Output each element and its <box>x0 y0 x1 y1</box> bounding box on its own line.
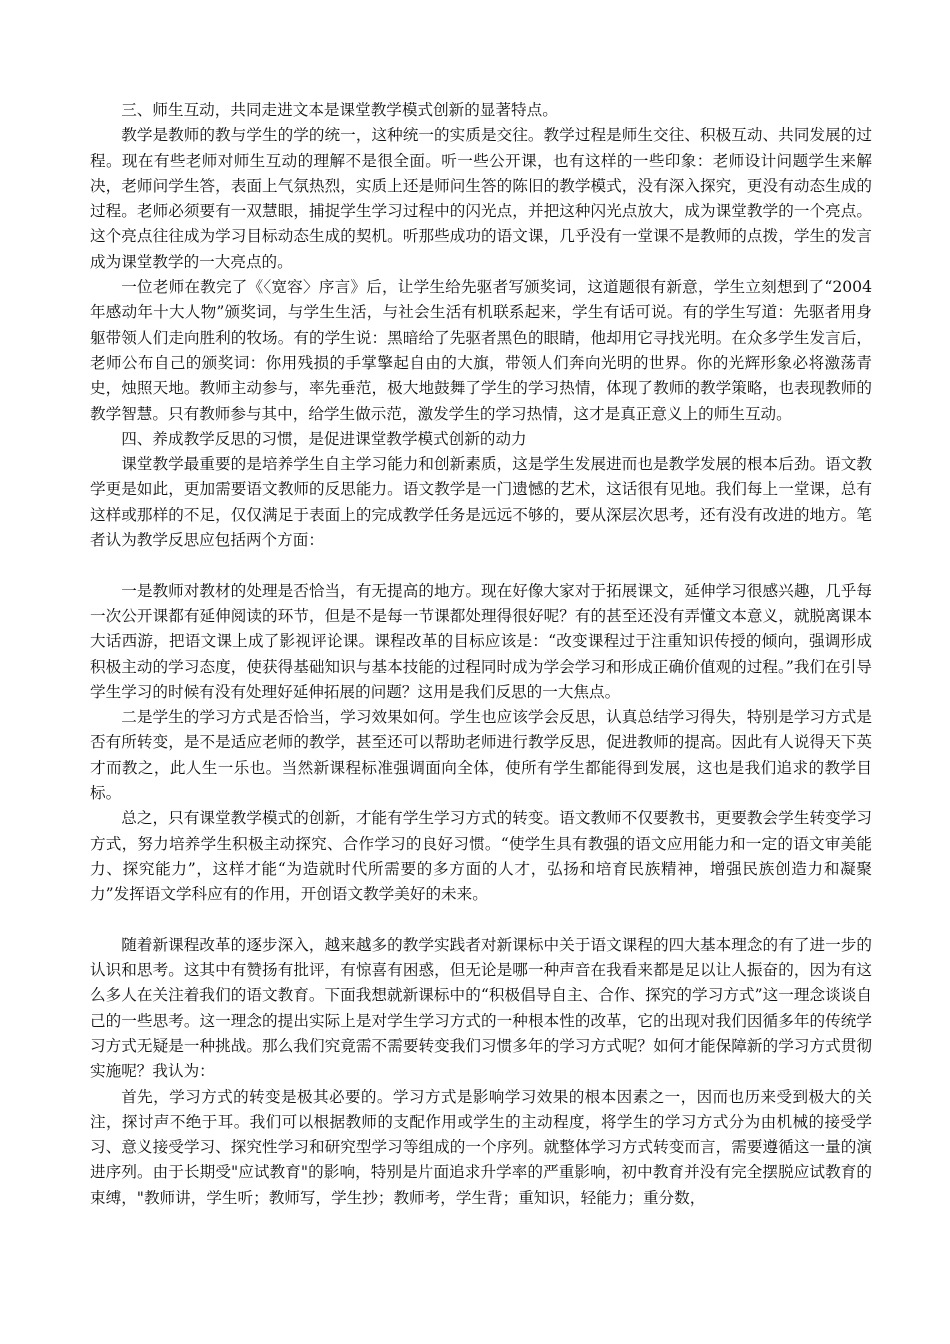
section-heading-four: 四、养成教学反思的习惯，是促进课堂教学模式创新的动力 <box>121 429 527 448</box>
body-paragraph: 二是学生的学习方式是否恰当，学习效果如何。学生也应该学会反思，认真总结学习得失，特别是学习方式是否有所转变，是不是适应老师的教学，甚至还可以帮助老师进行教学反思，促进教师的提高。因此有人说得天下英才而教之，此人生一乐也。当然新课程标准强调面向全体，使所有学生都能得到发展，这也是我们追求的教学目标。 <box>90 708 872 803</box>
body-paragraph: 教学是教师的教与学生的学的统一，这种统一的实质是交往。教学过程是师生交往、积极互动、共同发展的过程。现在有些老师对师生互动的理解不是很全面。听一些公开课，也有这样的一些印象：老师设计问题学生来解决，老师问学生答，表面上气氛热烈，实质上还是师问生答的陈旧的教学模式，没有深入探究，更没有动态生成的过程。老师必须要有一双慧眼，捕捉学生学习过程中的闪光点，并把这种闪光点放大，成为课堂教学的一个亮点。这个亮点往往成为学习目标动态生成的契机。听那些成功的语文课，几乎没有一堂课不是教师的点拨，学生的发言成为课堂教学的一大亮点的。 <box>90 126 872 271</box>
section-heading-three: 三、师生互动，共同走进文本是课堂教学模式创新的显著特点。 <box>121 101 558 119</box>
body-paragraph: 一是教师对教材的处理是否恰当，有无提高的地方。现在好像大家对于拓展课文，延伸学习很感兴趣，几乎每一次公开课都有延伸阅读的环节，但是不是每一节课都处理得很好呢？有的甚至还没有弄懂文本意义，就脱离课本大话西游，把语文课上成了影视评论课。课程改革的目标应该是：“改变课程过于注重知识传授的倾向，强调形成积极主动的学习态度，使获得基础知识与基本技能的过程同时成为学会学习和形成正确价值观的过程。”我们在引导学生学习的时候有没有处理好延伸拓展的问题？这用是我们反思的一大焦点。 <box>90 581 872 701</box>
document-body <box>90 98 872 1211</box>
conclusion-paragraph: 总之，只有课堂教学模式的创新，才能有学生学习方式的转变。语文教师不仅要教书，更要教会学生转变学习方式，努力培养学生积极主动探究、合作学习的良好习惯。“使学生具有教强的语文应用能力和一定的语文审美能力、探究能力”，这样才能“为造就时代所需要的多方面的人才，弘扬和培育民族精神，增强民族创造力和凝聚力”发挥语文学科应有的作用，开创语文教学美好的未来。 <box>90 809 872 904</box>
body-paragraph: 一位老师在教完了《〈宽容〉序言》后，让学生给先驱者写颁奖词，这道题很有新意，学生立刻想到了“2004年感动年十大人物”颁奖词，与学生生活，与社会生活有机联系起来，学生有话可说。有的学生写道：先驱者用身躯带领人们走向胜利的牧场。有的学生说：黑暗给了先驱者黑色的眼睛，他却用它寻找光明。在众多学生发言后，老师公布自己的颁奖词：你用残损的手掌擎起自由的大旗，带领人们奔向光明的世界。你的光辉形象必将激荡青史，烛照天地。教师主动参与，率先垂范，极大地鼓舞了学生的学习热情，体现了教师的教学策略，也表现教师的教学智慧。只有教师参与其中，给学生做示范，激发学生的学习热情，这才是真正意义上的师生互动。 <box>90 278 872 423</box>
body-paragraph: 课堂教学最重要的是培养学生自主学习能力和创新素质，这是学生发展进而也是教学发展的根本后劲。语文教学更是如此，更加需要语文教师的反思能力。语文教学是一门遗憾的艺术，这话很有见地。我们每上一堂课，总有这样或那样的不足，仅仅满足于表面上的完成教学任务是远远不够的，要从深层次思考，还有没有改进的地方。笔者认为教学反思应包括两个方面： <box>90 455 872 550</box>
body-paragraph: 随着新课程改革的逐步深入，越来越多的教学实践者对新课标中关于语文课程的四大基本理念的有了进一步的认识和思考。这其中有赞扬有批评，有惊喜有困惑，但无论是哪一种声音在我看来都是足以让人振奋的，因为有这么多人在关注着我们的语文教育。下面我想就新课标中的“积极倡导自主、合作、探究的学习方式”这一理念谈谈自己的一些思考。这一理念的提出实际上是对学生学习方式的一种根本性的改革，它的出现对我们因循多年的传统学习方式无疑是一种挑战。那么我们究竟需不需要转变我们习惯多年的学习方式呢？如何才能保障新的学习方式贯彻实施呢？我认为： <box>90 935 872 1081</box>
body-paragraph: 首先，学习方式的转变是极其必要的。学习方式是影响学习效果的根本因素之一，因而也历来受到极大的关注，探讨声不绝于耳。我们可以根据教师的支配作用或学生的主动程度，将学生的学习方式分为由机械的接受学习、意义接受学习、探究性学习和研究型学习等组成的一个序列。就整体学习方式转变而言，需要遵循这一量的演进序列。由于长期受"应试教育"的影响，特别是片面追求升学率的严重影响，初中教育并没有完全摆脱应试教育的束缚，"教师讲，学生听；教师写，学生抄；教师考，学生背；重知识，轻能力；重分数， <box>90 1087 872 1207</box>
